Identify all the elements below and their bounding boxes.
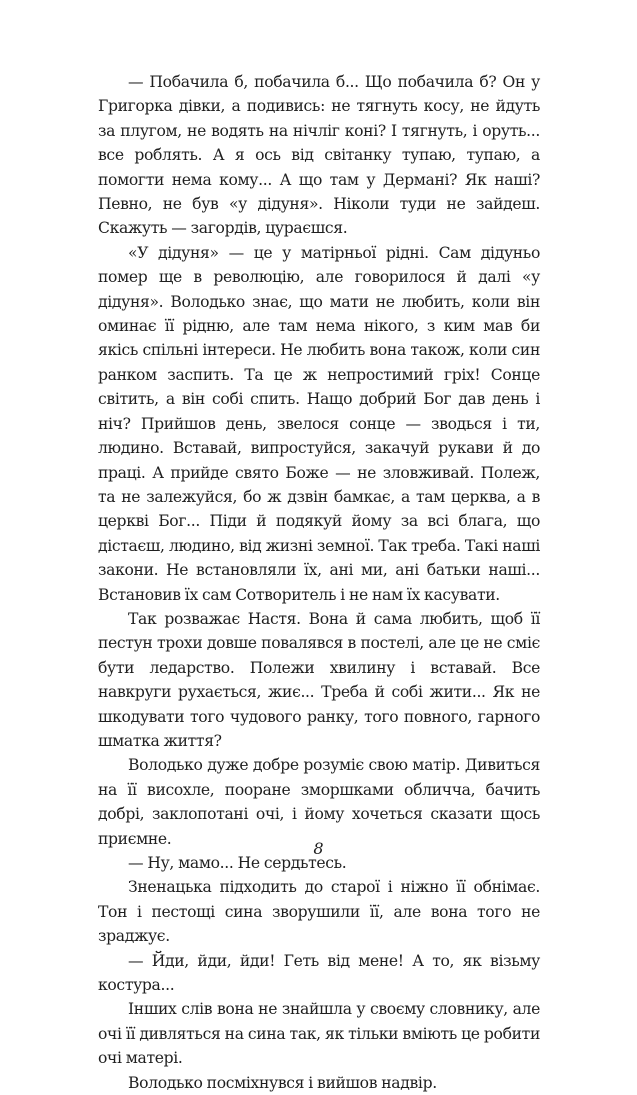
paragraph: «У дідуня» — це у матірньої рідні. Сам дідуньо помер ще в революцію, але говорилося й далі «у дідуня». Володько знає, що мати не любить, коли він оминає її рідню, але там нема нікого, з ким мав би якісь спільні інтереси. Не любить вона також, коли син ранком заспить. Та це ж непростимий гріх! Сонце світить, а він собі спить. Нащо добрий Бог дав день і ніч? Прийшов день, звелося сонце — зводься і ти, людино. Вставай, випростуйся, закачуй рукави й до праці. А прийде свято Боже — не зловживай. Полеж, та не залежуйся, бо ж дзвін бамкає, а там церква, а в церкві Бог... Піди й подякуй йому за всі блага, що дістаєш, людино, від жизні земної. Так треба. Такі наші закони. Не встановляли їх, ані ми, ані батьки наші... Встановив їх сам Сотворитель і не нам їх касувати. bbox=[98, 243, 540, 604]
paragraph: Так розважає Настя. Вона й сама любить, щоб її пестун трохи довше повалявся в постелі, але це не сміє бути ледарство. Полежи хвилину і вставай. Все навкруги рухається, жиє... Треба й собі жити... Як не шкодувати того чудового ранку, того повного, гарного шматка життя? bbox=[98, 609, 540, 750]
body-text bbox=[98, 70, 540, 1095]
paragraph: — Побачила б, побачила б... Що побачила б? Он у Григорка дівки, а подивись: не тягнуть косу, не йдуть за плугом, не водять на нічліг коні? І тягнуть, і оруть... все роблять. А я ось від світанку тупаю, тупаю, а помогти нема кому... А що там у Дермані? Як наші? Певно, не був «у дідуня». Ніколи туди не зайдеш. Скажуть — загордів, цураєшся. bbox=[98, 73, 540, 238]
paragraph: Інших слів вона не знайшла у своєму словнику, але очі її дивляться на сина так, як тільки вміють це робити очі матері. bbox=[98, 1000, 540, 1068]
paragraph: — Ну, мамо... Не сердьтесь. bbox=[128, 854, 347, 872]
paragraph: Зненацька підходить до старої і ніжно її обнімає. Тон і пестощі сина зворушили її, але вона того не зраджує. bbox=[98, 878, 540, 946]
page-number: 8 bbox=[313, 839, 324, 858]
paragraph: Володько дуже добре розуміє свою матір. Дивиться на її висохле, пооране зморшками обличча, бачить добрі, заклопотані очі, і йому хочеться сказати щось приємне. bbox=[98, 756, 540, 848]
paragraph: — Йди, йди, йди! Геть від мене! А то, як візьму костура... bbox=[98, 951, 540, 995]
paragraph: Володько посміхнувся і вийшов надвір. bbox=[128, 1073, 437, 1092]
